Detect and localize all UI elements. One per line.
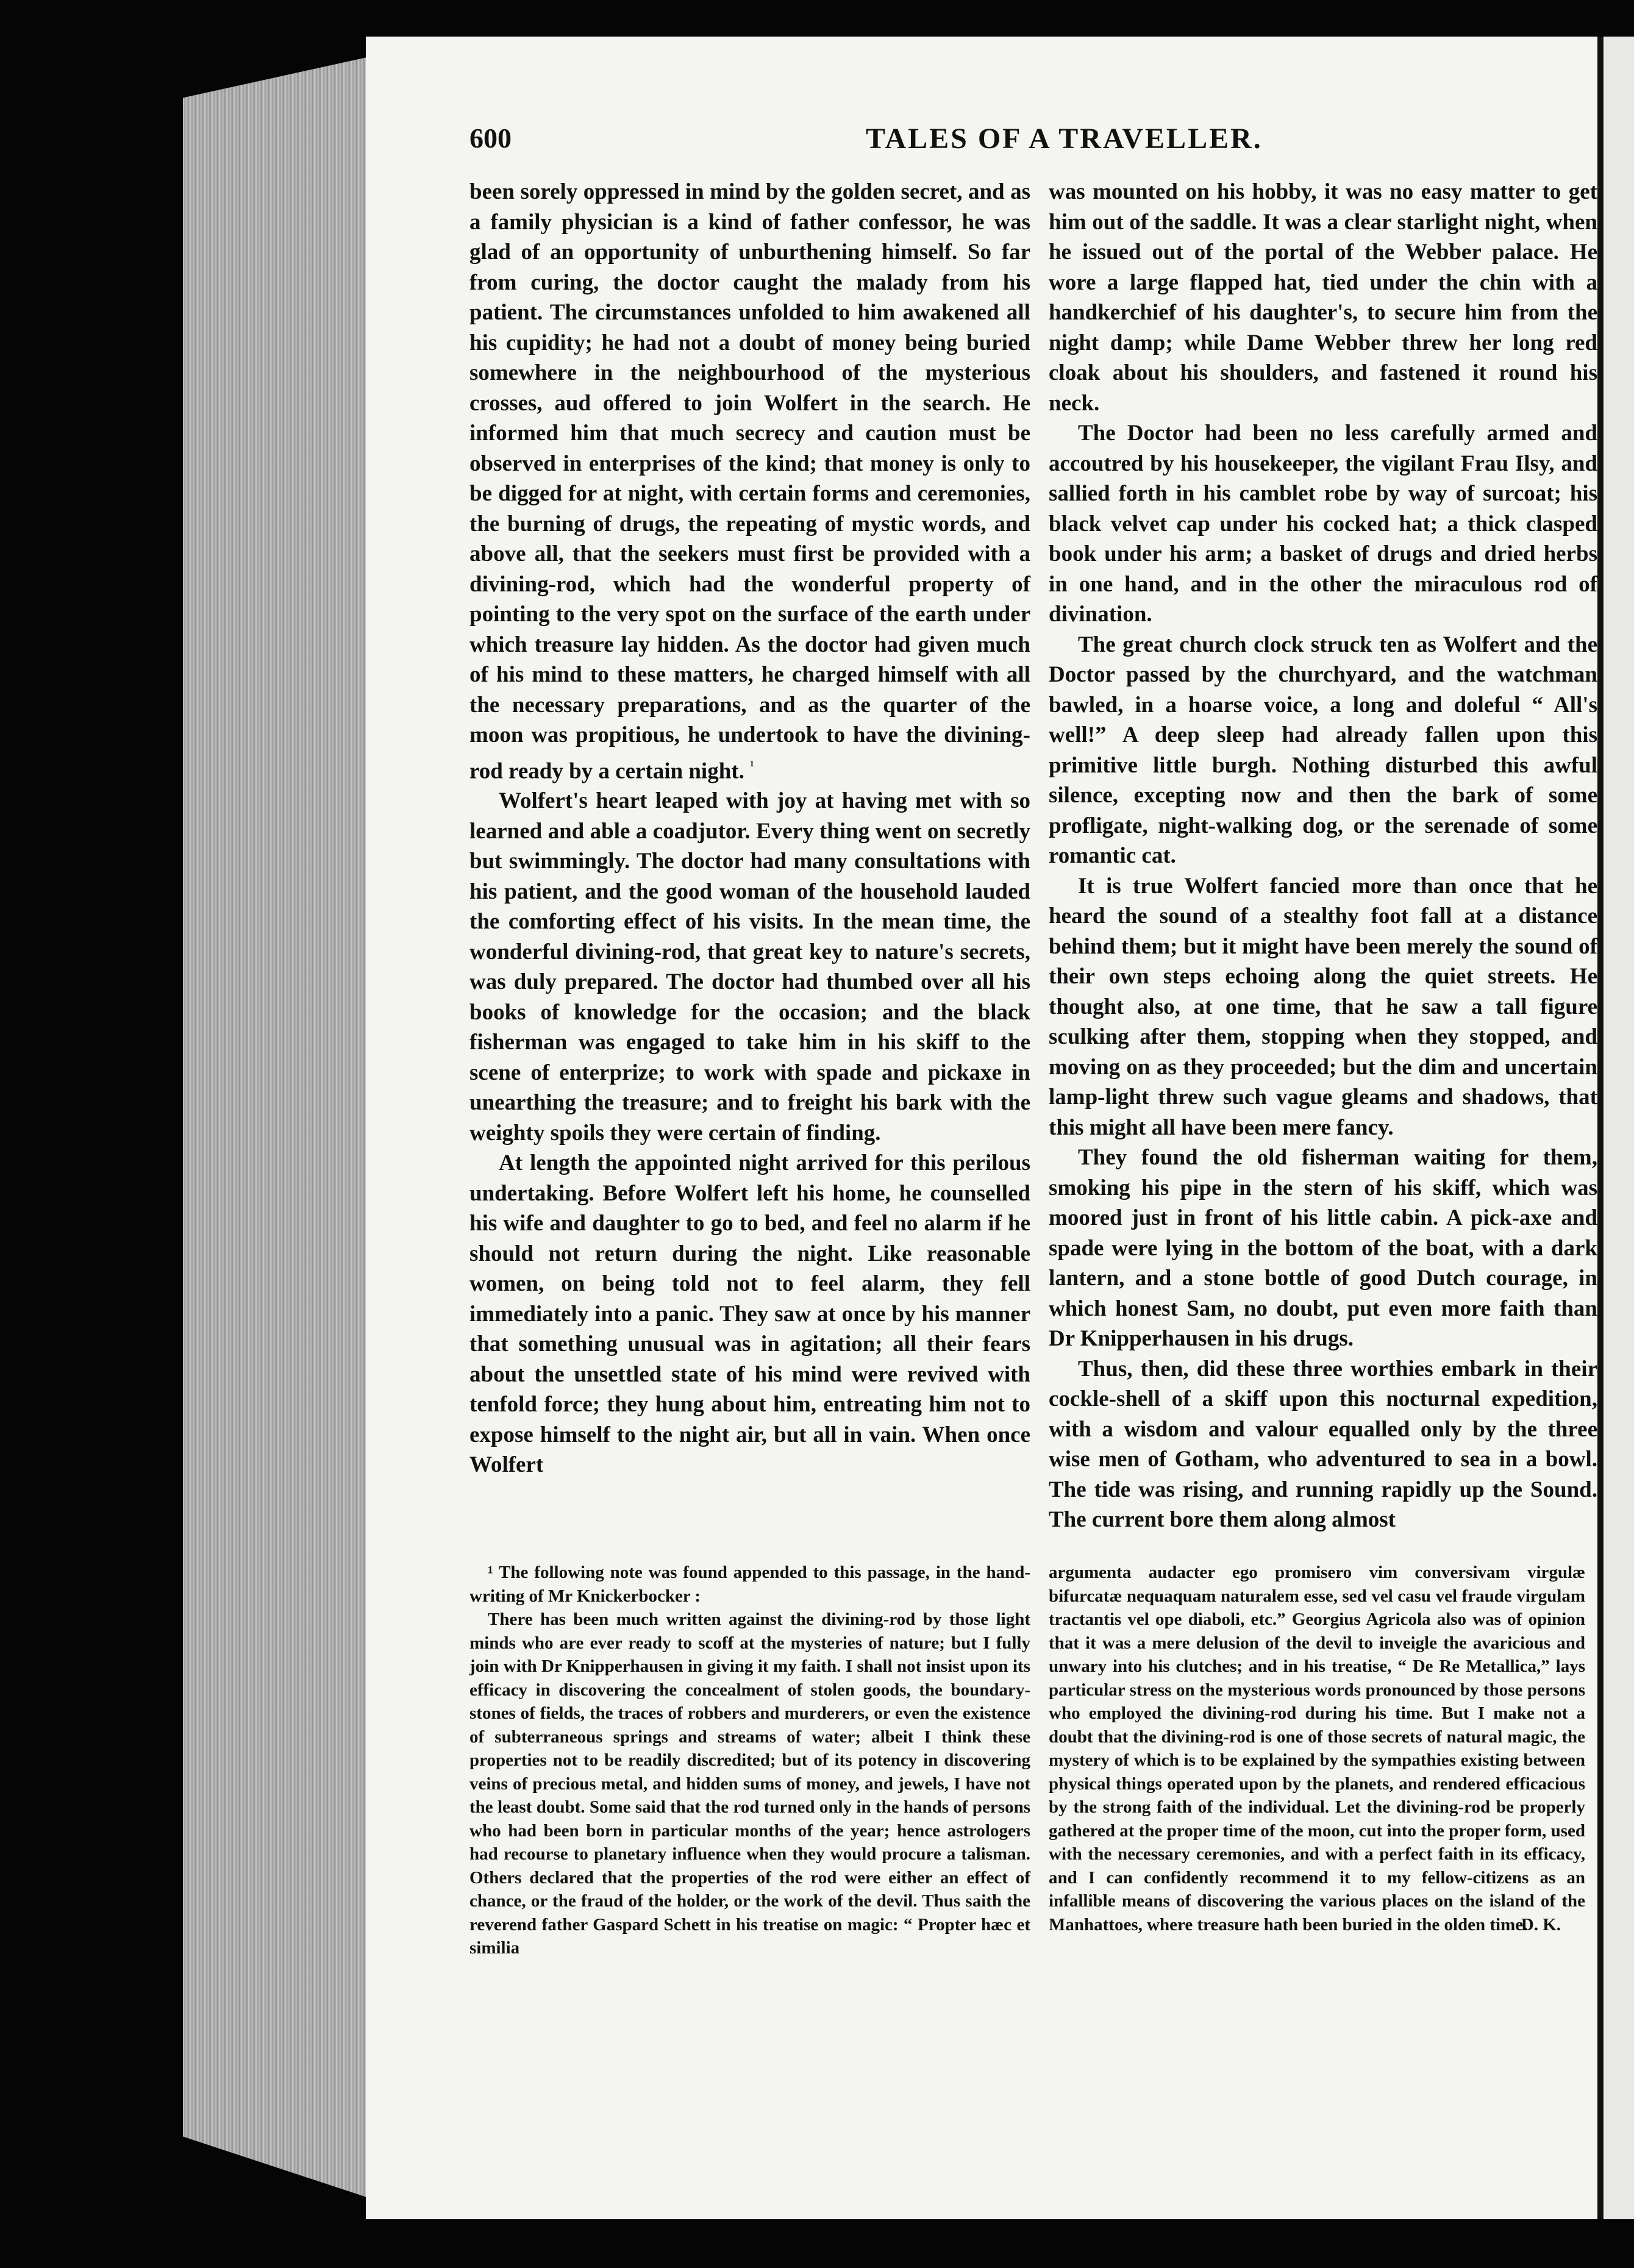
- paragraph: [469, 177, 1030, 786]
- paragraph: They found the old fisherman waiting for them, smoking his pipe in the stern of his skiff, which was moored just in front of his little cabin. A pick-axe and spade were lying in the bottom of the boat, with a dark lantern, and a stone bottle of good Dutch courage, in which honest Sam, no doubt, put even more faith than Dr Knipperhausen in his drugs.: [1049, 1145, 1597, 1351]
- right-text-column: [1049, 177, 1597, 1535]
- left-text-column: [469, 177, 1030, 1480]
- page-number: 600: [469, 123, 512, 154]
- footnote-marker: ¹: [750, 757, 754, 773]
- footnote-text: argumenta audacter ego promisero vim conversivam virgulæ bifurcatæ nequaquam naturalem esse, sed vel casu vel fraude virgulam tractantis vel ope diaboli, etc.” Georgius Agricola also was of opinion that it was a mere delusion of the devil to inveigle the avaricious and unwary into his clutches; and in his treatise, “ De Re Metallica,” lays particular stress on the mysterious words pronounced by those persons who employed the divining-rod during his time. But I make not a doubt that the divining-rod is one of those secrets of natural magic, the mystery of which is to be explained by the sympathies existing between physical things operated upon by the planets, and rendered efficacious by the strong faith of the individual. Let the divining-rod be properly gathered at the proper time of the moon, cut into the proper form, used with the necessary ceremonies, and with a perfect faith in its efficacy, and I can confidently recommend it to my fellow-citizens as an infallible means of discovering the various places on the island of the Manhattoes, where treasure hath been buried in the olden time.: [1049, 1563, 1585, 1935]
- running-head: [469, 122, 1597, 171]
- paragraph-text: been sorely oppressed in mind by the golden secret, and as a family physician is a kind of father confessor, he was glad of an opportunity of unburthening himself. So far from curing, the doctor caught the malady from his patient. The circumstances unfolded to him awakened all his cupidity; he had not a doubt of money being buried somewhere in the neighbourhood of the mysterious crosses, aud offered to join Wolfert in the search. He informed him that much secrecy and caution must be observed in enterprises of the kind; that money is only to be digged for at night, with certain forms and ceremonies, the burning of drugs, the repeating of mystic words, and above all, that the seekers must first be provided with a divining-rod, which had the wonderful property of pointing to the very spot on the surface of the earth under which treasure lay hidden. As the doctor had given much of his mind to these matters, he charged himself with all the necessary preparations, and as the quarter of the moon was propitious, he undertook to have the divining-rod ready by a certain night.: [469, 179, 1030, 783]
- paragraph: was mounted on his hobby, it was no easy matter to get him out of the saddle. It was a clear starlight night, when he issued out of the portal of the Webber palace. He wore a large flapped hat, tied under the chin with a handkerchief of his daughter's, to secure him from the night damp; while Dame Webber threw her long red cloak about his shoulders, and fastened it round his neck.: [1049, 179, 1597, 416]
- footnote-signature: D. K.: [1521, 1915, 1561, 1935]
- footnote-right: [1049, 1561, 1585, 1937]
- footnote-left: [469, 1561, 1030, 1960]
- facing-page-edge: [1605, 37, 1634, 2219]
- paragraph: Thus, then, did these three worthies embark in their cockle-shell of a skiff upon this nocturnal expedition, with a wisdom and valour equalled only by the three wise men of Gotham, who adventured to sea in a bowl. The tide was rising, and running rapidly up the Sound. The current bore them along almost: [1049, 1356, 1597, 1532]
- paragraph: The Doctor had been no less carefully armed and accoutred by his housekeeper, the vigilant Frau Ilsy, and sallied forth in his camblet robe by way of surcoat; his black velvet cap under his cocked hat; a thick clasped book under his arm; a basket of drugs and dried herbs in one hand, and in the other the miraculous rod of divination.: [1049, 421, 1597, 627]
- paragraph: Wolfert's heart leaped with joy at having met with so learned and able a coadjutor. Every thing went on secretly but swimmingly. The doctor had many consultations with his patient, and the good woman of the household lauded the comforting effect of his visits. In the mean time, the wonderful divining-rod, that great key to nature's secrets, was duly prepared. The doctor had thumbed over all his books of knowledge for the occasion; and the black fisherman was engaged to take him in his skiff to the scene of enterprize; to work with spade and pickaxe in unearthing the treasure; and to freight his bark with the weighty spoils they were certain of finding.: [469, 788, 1030, 1146]
- footnote-text: There has been much written against the divining-rod by those light minds who are ever ready to scoff at the mysteries of nature; but I fully join with Dr Knipperhausen in giving it my faith. I shall not insist upon its efficacy in discovering the concealment of stolen goods, the boundary-stones of fields, the traces of robbers and murderers, or even the existence of subterraneous springs and streams of water; albeit I think these properties not to be readily discredited; but of its potency in discovering veins of precious metal, and hidden sums of money, and jewels, I have not the least doubt. Some said that the rod turned only in the hands of persons who had been born in particular months of the year; hence astrologers had recourse to planetary influence when they would procure a talisman. Others declared that the properties of the rod were either an effect of chance, or the fraud of the holder, or the work of the devil. Thus saith the reverend father Gaspard Schett in his treatise on magic: “ Propter hæc et similia: [469, 1610, 1030, 1958]
- page-gutter-shadow: [1597, 37, 1604, 2219]
- paragraph: The great church clock struck ten as Wolfert and the Doctor passed by the churchyard, and the watchman bawled, in a hoarse voice, a long and doleful “ All's well!” A deep sleep had already fallen upon this primitive little burgh. Nothing disturbed this awful silence, excepting now and then the bark of some profligate, night-walking dog, or the serenade of some romantic cat.: [1049, 632, 1597, 868]
- running-title: TALES OF A TRAVELLER.: [866, 123, 1263, 155]
- footnote-intro: ¹ The following note was found appended to this passage, in the hand-writing of Mr Knickerbocker :: [469, 1563, 1030, 1606]
- paragraph: It is true Wolfert fancied more than once that he heard the sound of a stealthy foot fall at a distance behind them; but it might have been merely the sound of their own steps echoing along the quiet streets. He thought also, at one time, that he saw a tall figure sculking after them, stopping when they stopped, and moving on as they proceeded; but the dim and uncertain lamp-light threw such vague gleams and shadows, that this might all have been mere fancy.: [1049, 873, 1597, 1140]
- paragraph: At length the appointed night arrived for this perilous undertaking. Before Wolfert left his home, he counselled his wife and daughter to go to bed, and feel no alarm if he should not return during the night. Like reasonable women, on being told not to feel alarm, they fell immediately into a panic. They saw at once by his manner that something unusual was in agitation; all their fears about the unsettled state of his mind were revived with tenfold force; they hung about him, entreating him not to expose himself to the night air, but all in vain. When once Wolfert: [469, 1150, 1030, 1478]
- book-page-edges: [183, 55, 378, 2201]
